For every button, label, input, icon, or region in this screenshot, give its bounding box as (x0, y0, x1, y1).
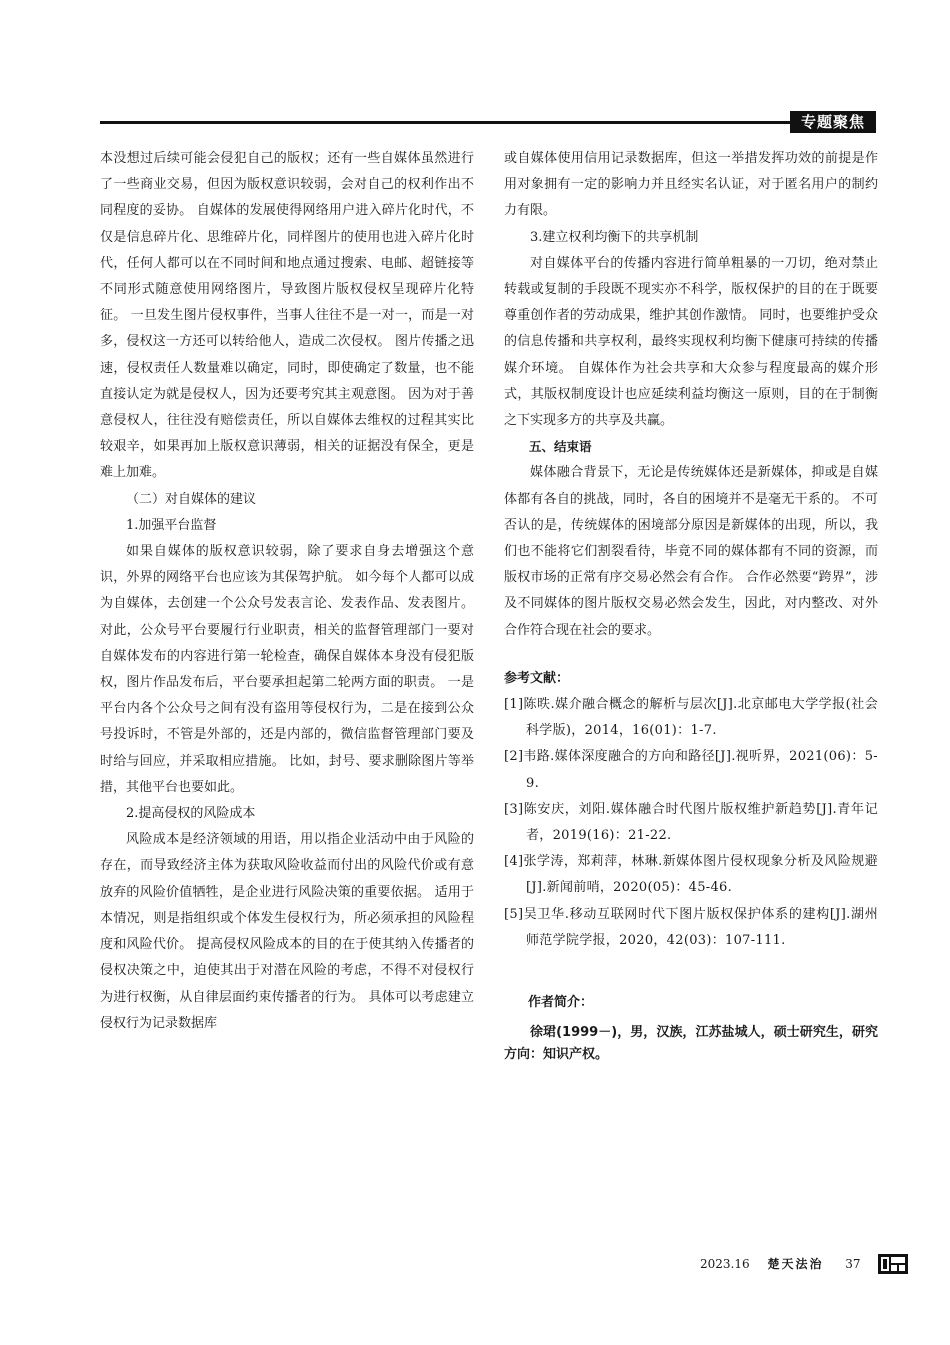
subheading-risk-cost: 2.提高侵权的风险成本 (126, 806, 256, 822)
left-column (100, 146, 474, 1037)
reference-item: [4]张学涛，郑莉萍，林琳.新媒体图片侵权现象分析及风险规避[J].新闻前哨，2020(05)：45-46. (504, 854, 878, 896)
right-column (504, 146, 878, 1066)
left-paragraph-2: 如果自媒体的版权意识较弱，除了要求自身去增强这个意识，外界的网络平台也应该为其保驾护航。 如今每个人都可以成为自媒体，去创建一个公众号发表言论、发表作品、发表图片。 对此，公众号平台要履行行业职责，相关的监督管理部门一要对自媒体发布的内容进行第一轮检查，确保自媒体本身没有侵犯版权，图片作品发布后，平台要承担起第二轮两方面的职责。 一是平台内各个公众号之间有没有盗用等侵权行为，二是在接到公众号投诉时，不管是外部的，还是内部的，微信监督管理部门要及时给与回应，并采取相应措施。 比如，封号、要求删除图片等举措，其他平台也要如此。 (100, 544, 474, 795)
left-paragraph-1: 本没想过后续可能会侵犯自己的版权；还有一些自媒体虽然进行了一些商业交易，但因为版权意识较弱，会对自己的权利作出不同程度的妥协。 自媒体的发展使得网络用户进入碎片化时代，不仅是信息碎片化、思维碎片化，同样图片的使用也进入碎片化时代，任何人都可以在不同时间和地点通过搜索、电邮、超链接等不同形式随意使用网络图片，导致图片版权侵权呈现碎片化特征。 一旦发生图片侵权事件，当事人往往不是一对一，而是一对多，侵权这一方还可以转给他人，造成二次侵权。 图片传播之迅速，侵权责任人数量难以确定，同时，即使确定了数量，也不能直接认定为就是侵权人，因为还要考究其主观意图。 因为对于善意侵权人，往往没有赔偿责任，所以自媒体去维权的过程其实比较艰辛，如果再加上版权意识薄弱，相关的证据没有保全，更是难上加难。 (100, 151, 474, 481)
page-number: 37 (845, 1256, 861, 1271)
right-paragraph-3: 媒体融合背景下，无论是传统媒体还是新媒体，抑或是自媒体都有各自的挑战，同时，各自的困境并不是毫无干系的。 不可否认的是，传统媒体的困境部分原因是新媒体的出现，所以，我们也不能将它们割裂看待，毕竟不同的媒体都有不同的资源，而版权市场的正常有序交易必然会有合作。 合作必然要“跨界”，涉及不同媒体的图片版权交易必然会发生，因此，对内整改、对外合作符合现在社会的要求。 (504, 465, 878, 638)
page-footer (700, 1252, 908, 1274)
right-paragraph-1: 或自媒体使用信用记录数据库，但这一举措发挥功效的前提是作用对象拥有一定的影响力并且经实名认证，对于匿名用户的制约力有限。 (504, 151, 878, 219)
subheading-sharing-mechanism: 3.建立权利均衡下的共享机制 (530, 229, 699, 245)
subheading-suggestions: （二）对自媒体的建议 (126, 491, 257, 507)
author-bio-title: 作者简介： (528, 995, 594, 1011)
section-tag: 专题聚焦 (790, 111, 876, 133)
journal-name: 楚天法治 (767, 1256, 824, 1271)
heading-conclusion: 五、结束语 (529, 439, 592, 455)
reference-item: [3]陈安庆，刘阳.媒体融合时代图片版权维护新趋势[J].青年记者，2019(16)：21-22. (504, 801, 878, 844)
references-title: 参考文献： (504, 670, 570, 686)
header-rule (100, 121, 790, 124)
subheading-platform-supervision: 1.加强平台监督 (126, 517, 217, 533)
right-paragraph-2: 对自媒体平台的传播内容进行简单粗暴的一刀切，绝对禁止转载或复制的手段既不现实亦不科学，版权保护的目的在于既要尊重创作者的劳动成果，维护其创作激情。 同时，也要维护受众的信息传播和共享权利，最终实现权利均衡下健康可持续的传播媒介环境。 自媒体作为社会共享和大众参与程度最高的媒介形式，其版权制度设计也应延续利益均衡这一原则，目的在于制衡之下实现多方的共享及共赢。 (504, 255, 878, 429)
journal-logo-icon (878, 1254, 908, 1274)
issue-number: 2023.16 (700, 1256, 750, 1271)
reference-item: [2]韦路.媒体深度融合的方向和路径[J].视听界，2021(06)：5-9. (504, 749, 878, 791)
left-paragraph-3: 风险成本是经济领域的用语，用以指企业活动中由于风险的存在，而导致经济主体为获取风险收益而付出的风险代价或有意放弃的风险价值牺牲，是企业进行风险决策的重要依据。 适用于本情况，则是指组织或个体发生侵权行为，所必须承担的风险程度和风险代价。 提高侵权风险成本的目的在于使其纳入传播者的侵权决策之中，迫使其出于对潜在风险的考虑，不得不对侵权行为进行权衡，从自律层面约束传播者的行为。 具体可以考虑建立侵权行为记录数据库 (100, 832, 474, 1031)
reference-item: [1]陈昳.媒介融合概念的解析与层次[J].北京邮电大学学报(社会科学版)，2014，16(01)：1-7. (504, 697, 878, 739)
author-bio: 徐珺(1999－)，男，汉族，江苏盐城人，硕士研究生，研究方向：知识产权。 (504, 1025, 878, 1063)
reference-item: [5]吴卫华.移动互联网时代下图片版权保护体系的建构[J].湖州师范学院学报，2020，42(03)：107-111. (504, 906, 878, 948)
